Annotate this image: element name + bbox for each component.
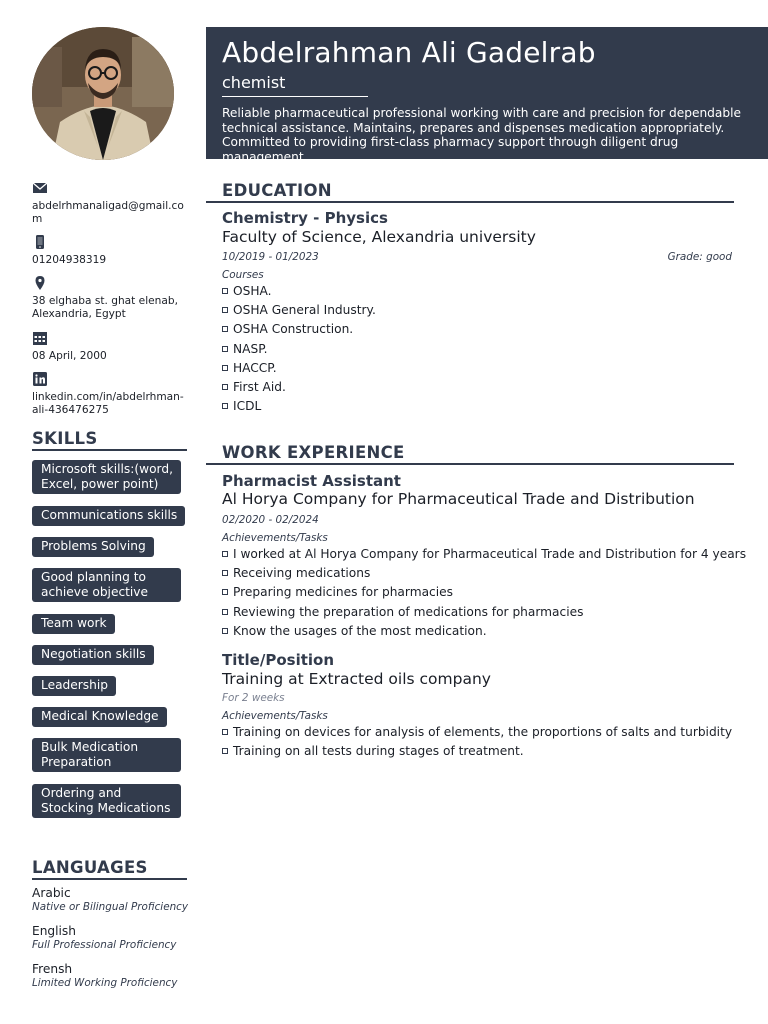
linkedin-icon (32, 372, 48, 386)
skill-tag: Problems Solving (32, 537, 154, 557)
list-item: ICDL (222, 397, 376, 416)
list-item: NASP. (222, 340, 376, 359)
skill-tag: Good planning to achieve objective (32, 568, 181, 602)
list-item: Training on devices for analysis of elements, the proportions of salts and turbidity (222, 723, 732, 742)
contact-address (32, 276, 188, 321)
header-box (206, 27, 768, 164)
language-item (32, 962, 192, 990)
candidate-name: Abdelrahman Ali Gadelrab (222, 36, 596, 69)
email-icon (32, 181, 48, 195)
education-grade: Grade: good (667, 251, 732, 263)
skill-tag: Leadership (32, 676, 116, 696)
location-icon (32, 276, 48, 290)
skills-heading: SKILLS (32, 429, 187, 451)
tasks-label: Achievements/Tasks (222, 532, 328, 544)
skill-tag: Bulk Medication Preparation (32, 738, 181, 772)
email-text: abdelrhmanaligad@gmail.com (32, 200, 184, 225)
list-item: HACCP. (222, 359, 376, 378)
job-position: Pharmacist Assistant (222, 472, 401, 490)
language-item (32, 924, 192, 952)
skill-tag: Communications skills (32, 506, 185, 526)
work-heading: WORK EXPERIENCE (206, 443, 734, 465)
education-heading: EDUCATION (206, 181, 734, 203)
skill-tag: Microsoft skills:(word, Excel, power point) (32, 460, 181, 494)
job-dates: 02/2020 - 02/2024 (222, 514, 319, 526)
summary: Reliable pharmaceutical professional working with care and precision for dependable technical assistance. Maintains, prepares and dispenses medication appropriately. Committed to providing first-class pharmacy support through diligent drug management. (222, 106, 741, 164)
language-name: Frensh (32, 962, 73, 976)
address-text: 38 elghaba st. ghat elenab, Alexandria, Egypt (32, 295, 178, 320)
languages-heading: LANGUAGES (32, 858, 187, 880)
skill-tag: Team work (32, 614, 115, 634)
skill-tag: Negotiation skills (32, 645, 154, 665)
skill-tag: Medical Knowledge (32, 707, 167, 727)
contact-phone[interactable] (32, 235, 188, 267)
contact-linkedin[interactable] (32, 372, 188, 417)
list-item: OSHA General Industry. (222, 301, 376, 320)
contact-email[interactable] (32, 181, 188, 226)
language-level: Native or Bilingual Proficiency (32, 901, 189, 913)
language-name: English (32, 924, 77, 938)
job-dates: For 2 weeks (222, 692, 285, 704)
language-level: Full Professional Proficiency (32, 939, 177, 951)
job-company: Al Horya Company for Pharmaceutical Trade and Distribution (222, 490, 695, 508)
job-title: chemist (222, 73, 368, 97)
list-item: Reviewing the preparation of medications for pharmacies (222, 603, 746, 622)
school: Faculty of Science, Alexandria university (222, 228, 536, 246)
tasks-label: Achievements/Tasks (222, 710, 328, 722)
phone-icon (32, 235, 48, 249)
list-item: Know the usages of the most medication. (222, 622, 746, 641)
tasks-list (222, 545, 746, 641)
contact-birthday (32, 331, 188, 363)
list-item: OSHA Construction. (222, 320, 376, 339)
job-position: Title/Position (222, 651, 335, 669)
language-item (32, 886, 192, 914)
language-name: Arabic (32, 886, 71, 900)
tasks-list (222, 723, 732, 761)
linkedin-text: linkedin.com/in/abdelrhman-ali-436476275 (32, 391, 184, 416)
language-level: Limited Working Proficiency (32, 977, 178, 989)
list-item: Training on all tests during stages of treatment. (222, 742, 732, 761)
phone-text: 01204938319 (32, 254, 107, 266)
job-company: Training at Extracted oils company (222, 670, 491, 688)
list-item: OSHA. (222, 282, 376, 301)
birthday-text: 08 April, 2000 (32, 350, 107, 362)
list-item: First Aid. (222, 378, 376, 397)
list-item: I worked at Al Horya Company for Pharmaceutical Trade and Distribution for 4 years (222, 545, 746, 564)
profile-photo (32, 27, 174, 160)
skill-tag: Ordering and Stocking Medications (32, 784, 181, 818)
education-dates: 10/2019 - 01/2023 (222, 251, 319, 263)
calendar-icon (32, 331, 48, 345)
degree: Chemistry - Physics (222, 209, 388, 227)
list-item: Preparing medicines for pharmacies (222, 583, 746, 602)
courses-label: Courses (222, 269, 264, 281)
courses-list (222, 282, 376, 416)
list-item: Receiving medications (222, 564, 746, 583)
